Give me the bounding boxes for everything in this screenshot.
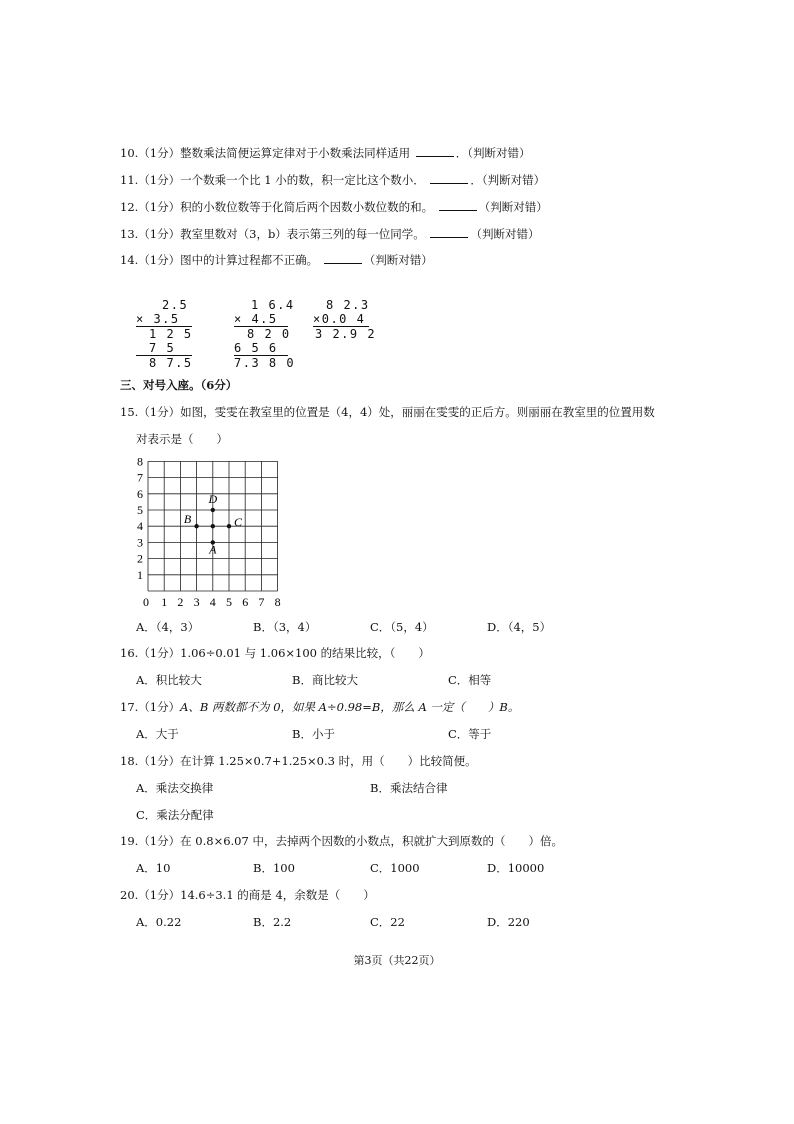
question-tail: ．（判断对错） — [455, 146, 531, 160]
option-c[interactable]: C．1000 — [370, 861, 420, 875]
option-a[interactable]: A．0.22 — [136, 915, 182, 929]
question-15-line2: 对表示是（ ） — [136, 432, 228, 446]
question-number: 10. — [120, 146, 139, 160]
answer-blank[interactable] — [430, 172, 468, 184]
question-number: 13. — [120, 227, 139, 241]
question-tail: （判断对错） — [470, 227, 540, 241]
x-tick-label: 3 — [193, 595, 200, 609]
y-tick-label: 4 — [137, 519, 143, 534]
calc-line: 1 2 5 — [149, 327, 193, 341]
question-score: （1分） — [138, 754, 181, 768]
question-score: （1分） — [138, 200, 181, 214]
question-number: 17. — [120, 700, 139, 714]
option-b[interactable]: B．2.2 — [253, 915, 292, 929]
y-tick-label: 1 — [137, 567, 143, 582]
question-score: （1分） — [138, 646, 181, 660]
y-tick-label: 2 — [137, 551, 143, 566]
option-a[interactable]: A．10 — [136, 861, 171, 875]
question-text: 在 0.8×6.07 中，去掉两个因数的小数点，积就扩大到原数的（ ）倍。 — [180, 834, 563, 848]
answer-blank[interactable] — [430, 226, 468, 238]
question-18 — [120, 753, 477, 769]
question-number: 14. — [120, 253, 139, 267]
option-d[interactable]: D．220 — [487, 915, 530, 929]
question-tail: （判断对错） — [363, 253, 433, 267]
question-text: 1.06÷0.01 与 1.06×100 的结果比较，（ ） — [180, 646, 430, 660]
question-score: （1分） — [138, 253, 181, 267]
calc-line: 8 7.5 — [149, 356, 193, 370]
x-tick-label: 4 — [209, 595, 216, 609]
question-text: 如图，雯雯在教室里的位置是（4，4）处，丽丽在雯雯的正后方。则丽丽在教室里的位置用数 — [180, 405, 655, 419]
question-tail: ．（判断对错） — [470, 173, 546, 187]
question-17 — [120, 699, 519, 715]
option-b[interactable]: B．（3，4） — [253, 620, 317, 634]
question-number: 15. — [120, 405, 139, 419]
option-b[interactable]: B．100 — [253, 861, 295, 875]
y-tick-label: 7 — [137, 470, 143, 485]
option-a[interactable]: A．（4，3） — [136, 620, 200, 634]
calc-line: 7 5 — [149, 341, 176, 355]
x-tick-label: 5 — [226, 595, 232, 609]
x-tick-label: 8 — [274, 595, 281, 609]
y-tick-label: 5 — [137, 503, 143, 517]
question-number: 16. — [120, 646, 139, 660]
option-c[interactable]: C．乘法分配律 — [136, 808, 214, 822]
question-16 — [120, 645, 430, 661]
option-b[interactable]: B．小于 — [292, 727, 335, 741]
option-d[interactable]: D．（4，5） — [487, 620, 552, 634]
grid-point — [211, 524, 215, 528]
grid-point — [211, 508, 215, 512]
y-tick-label: 8 — [137, 455, 143, 469]
option-d[interactable]: D．10000 — [487, 861, 545, 875]
question-score: （1分） — [138, 700, 181, 714]
question-text: 一个数乘一个比 1 小的数，积一定比这个数小． — [180, 173, 425, 187]
point-label: C — [233, 515, 243, 530]
question-text: 整数乘法简便运算定律对于小数乘法同样适用 — [180, 146, 411, 160]
option-a[interactable]: A．大于 — [136, 727, 179, 741]
option-c[interactable]: C．等于 — [448, 727, 492, 741]
calc-line: 3 2.9 2 — [315, 327, 377, 341]
point-label: D — [208, 492, 218, 506]
question-20 — [120, 887, 375, 903]
question-text: 教室里数对（3，b）表示第三列的每一位同学。 — [180, 227, 425, 241]
x-tick-label: 6 — [242, 595, 249, 609]
question-score: （1分） — [138, 146, 181, 160]
question-number: 11. — [120, 173, 139, 187]
option-c[interactable]: C．22 — [370, 915, 405, 929]
question-15 — [120, 404, 655, 420]
question-14 — [120, 252, 433, 268]
question-19 — [120, 833, 563, 849]
question-text: 在计算 1.25×0.7+1.25×0.3 时，用（ ）比较简便。 — [180, 754, 477, 768]
calc-line: 1 6.4 — [251, 298, 295, 312]
grid-point — [227, 524, 231, 528]
question-11 — [120, 172, 545, 188]
section-heading: 三、对号入座。（6分） — [120, 378, 238, 392]
option-b[interactable]: B．乘法结合律 — [370, 781, 448, 795]
question-score: （1分） — [138, 173, 181, 187]
answer-blank[interactable] — [324, 252, 362, 264]
calc-line: × 4.5 — [234, 312, 278, 326]
calc-line: 2.5 — [162, 298, 189, 312]
point-label: B — [183, 512, 192, 527]
question-text: 图中的计算过程都不正确。 — [180, 253, 319, 267]
question-number: 20. — [120, 888, 139, 902]
calc-line: 8 2 0 — [247, 327, 291, 341]
question-text: 14.6÷3.1 的商是 4，余数是（ ） — [180, 888, 375, 902]
answer-blank[interactable] — [416, 145, 454, 157]
question-number: 18. — [120, 754, 139, 768]
question-score: （1分） — [138, 834, 181, 848]
calc-line: 6 5 6 — [234, 341, 278, 355]
question-score: （1分） — [138, 227, 181, 241]
calc-line: 7.3 8 0 — [234, 356, 296, 370]
x-tick-label: 0 — [143, 595, 149, 609]
calc-line: × 3.5 — [136, 312, 180, 326]
coordinate-grid — [128, 455, 288, 611]
x-tick-label: 1 — [161, 595, 168, 609]
question-10 — [120, 145, 531, 161]
question-13 — [120, 226, 539, 242]
calc-line: 8 2.3 — [326, 298, 370, 312]
question-12 — [120, 199, 548, 215]
option-b[interactable]: B．商比较大 — [292, 673, 358, 687]
x-tick-label: 7 — [258, 595, 265, 609]
option-c[interactable]: C．（5，4） — [370, 620, 434, 634]
page-footer: 第3页（共22页） — [353, 954, 441, 967]
answer-blank[interactable] — [439, 199, 477, 211]
point-label: A — [209, 542, 217, 557]
y-tick-label: 6 — [137, 486, 143, 501]
option-a[interactable]: A．积比较大 — [136, 673, 202, 687]
question-number: 12. — [120, 200, 139, 214]
option-c[interactable]: C．相等 — [448, 673, 492, 687]
question-text: 积的小数位数等于化简后两个因数小数位数的和。 — [180, 200, 434, 214]
x-tick-label: 2 — [177, 595, 184, 609]
question-text: A、B 两数都不为 0，如果 A÷0.98=B，那么 A 一定（ ）B。 — [180, 700, 520, 714]
option-a[interactable]: A．乘法交换律 — [136, 781, 214, 795]
calc-line: ×0.0 4 — [313, 312, 366, 326]
grid-point — [194, 524, 198, 528]
question-tail: （判断对错） — [478, 200, 548, 214]
y-tick-label: 3 — [137, 535, 143, 550]
question-number: 19. — [120, 834, 139, 848]
question-score: （1分） — [138, 888, 181, 902]
question-score: （1分） — [138, 405, 181, 419]
